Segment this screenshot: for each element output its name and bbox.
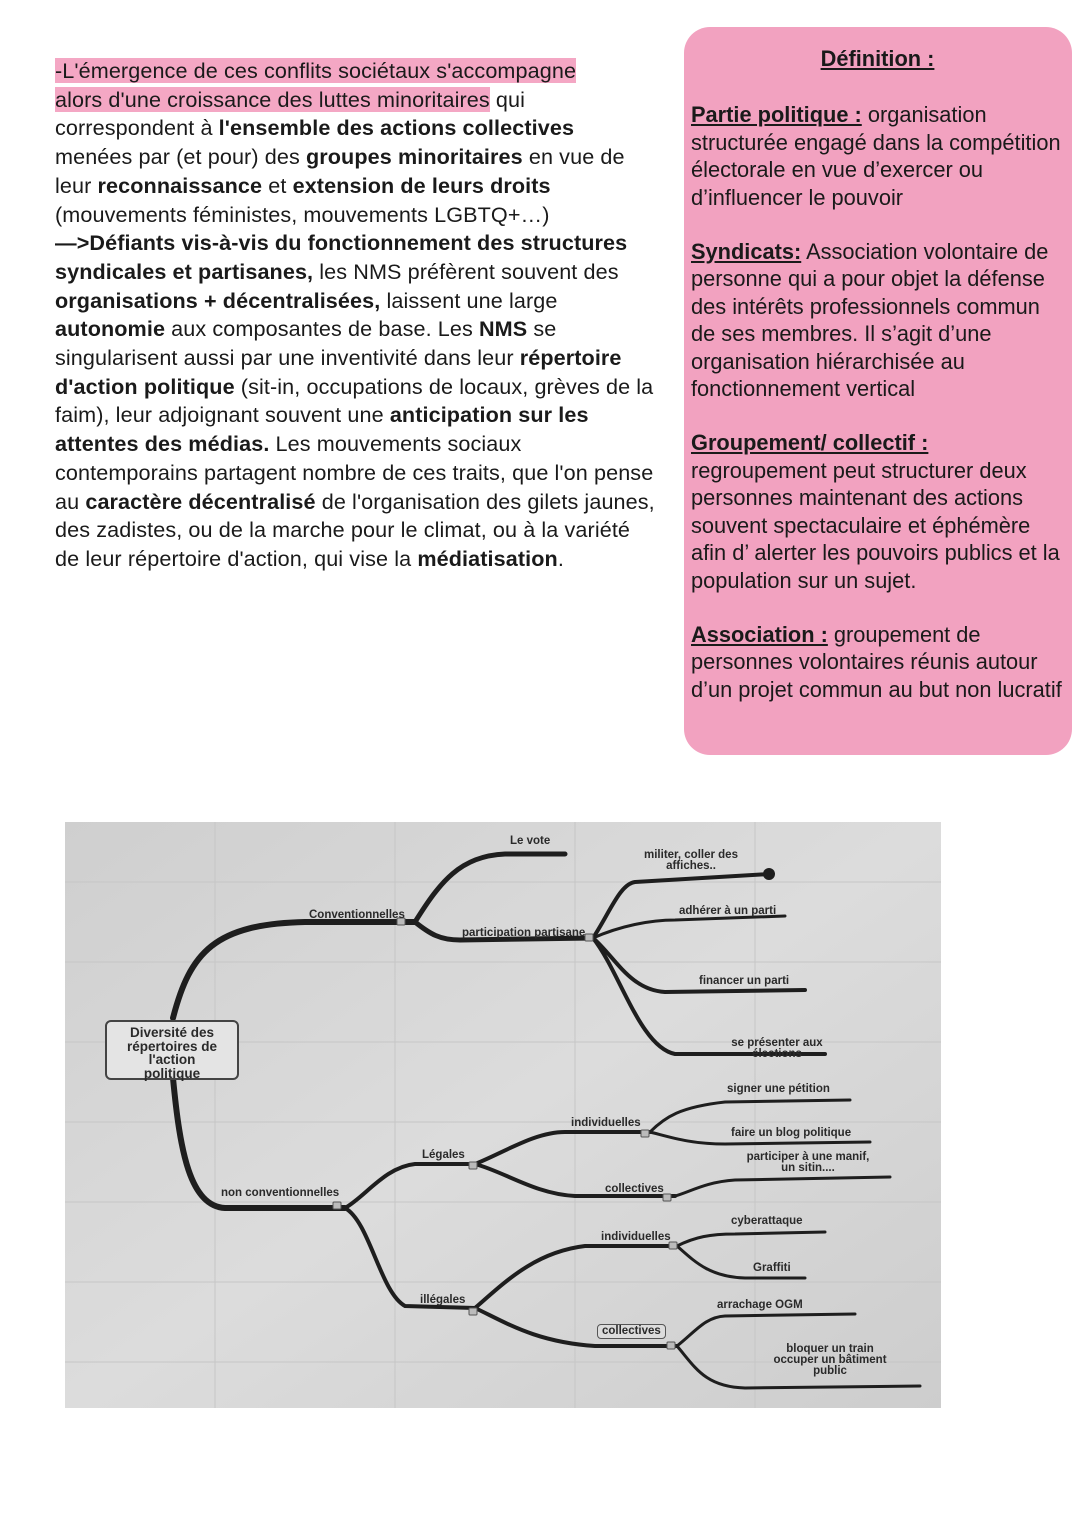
bold-span: organisations + décentralisées,	[55, 287, 381, 313]
leaf-line: militer, coller des	[644, 849, 738, 861]
leaf-line: un sitin....	[781, 1162, 835, 1174]
bold-span: NMS	[478, 316, 528, 342]
bold-span: l'ensemble des actions collectives	[218, 115, 575, 141]
bold-span: reconnaissance	[97, 172, 263, 198]
highlight-2: alors d'une croissance des luttes minoritaires	[55, 86, 490, 112]
root-line: Diversité des	[129, 1025, 215, 1040]
text-span: de l'organisation des gilets jaunes, des zadistes, ou de la marche pour le climat, ou à la variété de leur répertoire d'action, qui vise la	[55, 488, 655, 571]
node-non-conventionnelles: non conventionnelles	[221, 1187, 340, 1199]
text-span: et	[262, 172, 293, 198]
definition-term: Groupement/ collectif :	[691, 430, 929, 456]
definition-syndicats	[691, 238, 1064, 402]
definition-groupement	[691, 429, 1064, 593]
node-participation-partisane: participation partisane	[462, 927, 586, 939]
bold-span: répertoire d'action politique	[55, 345, 622, 399]
bold-span: extension de leurs droits	[292, 172, 551, 198]
bold-span: médiatisation	[417, 545, 558, 571]
text-span: qui correspondent à	[55, 86, 526, 141]
leaf-line: affiches..	[666, 860, 716, 872]
node-conventionnelles: Conventionnelles	[309, 909, 405, 921]
leaf-manif	[733, 1152, 883, 1174]
leaf-arrachage: arrachage OGM	[717, 1299, 803, 1311]
leaf-blog: faire un blog politique	[731, 1127, 852, 1139]
leaf-bloquer	[755, 1344, 905, 1377]
mind-map-branches	[65, 822, 941, 1408]
bold-span: anticipation sur les attentes des médias.	[55, 402, 589, 457]
leaf-line: bloquer un train	[786, 1343, 874, 1355]
node-legales: Légales	[422, 1149, 465, 1161]
root-line: politique	[143, 1065, 201, 1081]
definition-parti	[691, 101, 1064, 211]
node-individuelles-illegales: individuelles	[601, 1231, 671, 1243]
definitions-title: Définition :	[820, 46, 935, 71]
leaf-signer: signer une pétition	[727, 1083, 830, 1095]
text-span: .	[557, 545, 564, 571]
leaf-cyberattaque: cyberattaque	[731, 1215, 803, 1227]
definition-text: groupement de personnes volontaires réunis autour d’un projet commun au but non lucratif	[691, 621, 1062, 702]
highlight-1: -L'émergence de ces conflits sociétaux s'accompagne	[55, 58, 577, 83]
bold-span: —>Défiants vis-à-vis du fonctionnement des structures syndicales et partisanes,	[55, 230, 628, 284]
leaf-line: public	[813, 1365, 847, 1377]
node-illegales: illégales	[420, 1294, 466, 1306]
mind-map-root	[105, 1020, 239, 1080]
text-span: Les mouvements sociaux contemporains partagent nombre de ces traits, que l'on pense au	[55, 431, 654, 514]
leaf-line: se présenter aux	[731, 1037, 823, 1049]
node-collectives-legales: collectives	[605, 1183, 664, 1195]
main-paragraph	[55, 57, 655, 574]
text-span: (sit-in, occupations de locaux, grèves de la faim), leur adjoignant souvent une	[55, 373, 654, 428]
node-individuelles-legales: individuelles	[571, 1117, 641, 1129]
text-span: laissent une large	[380, 287, 558, 313]
definition-text: organisation structurée engagé dans la compétition électorale en vue d’exercer ou d’influencer le pouvoir	[691, 102, 1061, 210]
leaf-financer: financer un parti	[699, 975, 790, 987]
definition-term: Association :	[691, 621, 828, 647]
root-line: répertoires de	[126, 1038, 218, 1054]
leaf-militer	[631, 850, 751, 872]
definitions-box	[684, 27, 1072, 755]
leaf-line: élections	[752, 1048, 802, 1060]
text-span: en vue de leur	[55, 144, 625, 198]
text-span: menées par (et pour) des	[55, 144, 306, 170]
bold-span: autonomie	[55, 316, 166, 342]
definition-term: Partie politique :	[691, 102, 862, 128]
leaf-adherer: adhérer à un parti	[679, 905, 777, 917]
text-span: (mouvements féministes, mouvements LGBTQ+…)	[55, 201, 550, 227]
leaf-graffiti: Graffiti	[753, 1262, 791, 1274]
definition-text: Association volontaire de personne qui a pour objet la défense des intérêts professionnels commun de ses membres. Il s’agit d’une organisation hiérarchisée au fonctionnement vertical	[691, 239, 1049, 402]
definition-association	[691, 621, 1064, 703]
text-span: les NMS préfèrent souvent des	[313, 258, 619, 284]
definition-term: Syndicats:	[691, 239, 802, 265]
leaf-line: participer à une manif,	[746, 1151, 870, 1163]
node-collectives-illegales: collectives	[597, 1324, 666, 1339]
definition-text: regroupement peut structurer deux personnes maintenant des actions souvent spectaculaire et éphémère afin d’ alerter les pouvoirs publics et la population sur un sujet.	[691, 457, 1060, 593]
node-le-vote: Le vote	[510, 835, 551, 847]
text-span: se singularisent aussi par une inventivité dans leur	[55, 316, 557, 371]
bold-span: caractère décentralisé	[85, 488, 316, 514]
root-line: l'action	[148, 1052, 196, 1067]
leaf-line: occuper un bâtiment	[773, 1354, 887, 1366]
leaf-se-presenter	[715, 1038, 839, 1060]
mind-map-photo	[65, 822, 941, 1408]
text-span: aux composantes de base. Les	[165, 316, 479, 342]
bold-span: groupes minoritaires	[305, 144, 523, 170]
